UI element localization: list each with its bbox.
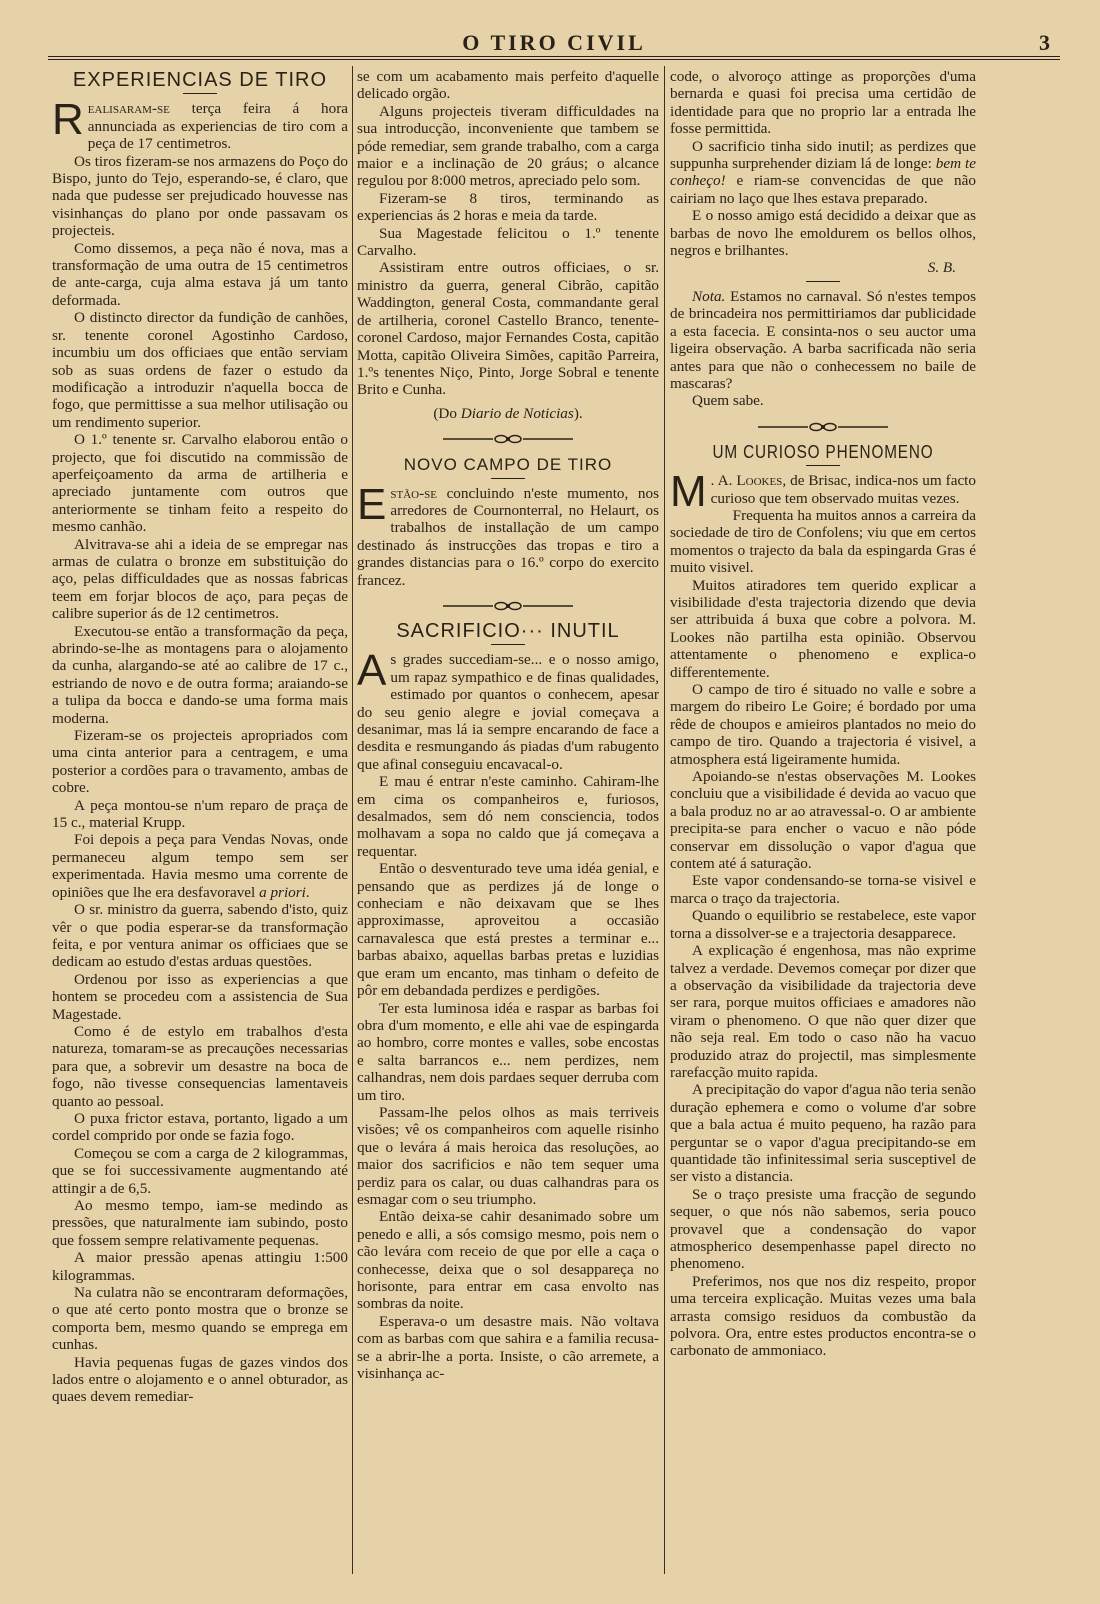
article-paragraph: Passam-lhe pelos olhos as mais terriveis visões; vê os companheiros com aquelle risinho que o levára á mais heroica das resoluções, ao maior dos sacrificios e não tem sequer uma perdiz para os calar, ou duas calhandras para os esmagar com o seu triumpho. <box>357 1103 659 1208</box>
article-paragraph: Assistiram entre outros officiaes, o sr. ministro da guerra, general Cibrão, capitão Waddington, general Costa, commandante geral de artilheria, coronel Castello Branco, tenente-coronel Cardoso, major Fernandes Costa, capitão Motta, capitão Oliveira Simões, capitão Parreira, 1.ºs tenentes Niço, Pinto, Jorge Sobral e tenente Brito e Cunha. <box>357 259 659 399</box>
heading-rule <box>806 465 840 466</box>
masthead <box>48 28 1060 60</box>
article-paragraph: Alvitrava-se ahi a ideia de se empregar nas armas de culatra o bronze em substituição do aço, pelas difficuldades que as nossas fabricas teem em forjar blocos de aço, para peças de calibre superior ás de 12 centimetros. <box>52 535 348 623</box>
article-paragraph: Começou se com a carga de 2 kilogrammas, que se foi successivamente augmentando até attingir a de 6,5. <box>52 1144 348 1197</box>
article-paragraph: Frequenta ha muitos annos a carreira da sociedade de tiro de Confolens; viu que em certos momentos o trajecto da bala da espingarda Gras é muito visivel. <box>670 506 976 577</box>
article-paragraph: O sr. ministro da guerra, sabendo d'isto, quiz vêr o que podia esperar-se da transformação feita, e por ventura animar os officiaes que se dedicam ao estudo d'estas arduas questões. <box>52 901 348 971</box>
article-paragraph: Então deixa-se cahir desanimado sobre um penedo e alli, a sós comsigo mesmo, pois nem o cão levára com receio de que por elle a caça o conhecesse, deixa que o sol desappareça no horisonte, para entrar em casa envolto nas sombras da noite. <box>357 1208 659 1313</box>
article-paragraph: O campo de tiro é situado no valle e sobre a margem do ribeiro Le Goire; é bordado por uma rêde de choupos e amieiros plantados no meio do campo de tiro. Quando a trajectoria é visivel, a atmosphera está ligeiramente humida. <box>670 681 976 768</box>
article-paragraph: se com um acabamento mais perfeito d'aquelle delicado orgão. <box>357 68 659 103</box>
article-paragraph: Quando o equilibrio se restabelece, este vapor torna a dissolver-se e a trajectoria desapparece. <box>670 907 976 942</box>
article-heading: UM CURIOSO PHENOMENO <box>712 441 934 462</box>
ornament-divider <box>357 432 659 446</box>
article-paragraph: A maior pressão apenas attingiu 1:500 kilogrammas. <box>52 1249 348 1284</box>
heading-rule <box>491 478 525 479</box>
article-paragraph: O puxa frictor estava, portanto, ligado a um cordel comprido por onde se fazia fogo. <box>52 1109 348 1145</box>
article-paragraph: Ter esta luminosa idéa e raspar as barbas foi obra d'um momento, e elle ahi vae de espingarda ao hombro, corre montes e valles, sobe encostas e salta barrancos e... nem perdizes, nem calhandras, nem dois pardaes sequer derruba com um tiro. <box>357 999 659 1104</box>
heading-rule <box>183 93 217 94</box>
article-paragraph: Estão-se concluindo n'este mumento, nos arredores de Cournonterral, no Helaurt, os trabalhos de installação de um campo destinado ás instrucções das tropas e tiro a grandes distancias para o 16.º corpo do exercito francez. <box>357 479 659 589</box>
article-paragraph: M . A. Lookes, de Brisac, indica-nos um facto curioso que tem observado muitas vezes. <box>670 467 976 517</box>
article-paragraph: A precipitação do vapor d'agua não teria senão duração ephemera e como o volume d'ar sobre que a bala actua é muito pequeno, ha razão para perguntar se o vapor d'agua precipitando-se em quantidade tão infinitessimal seria susceptivel de ser visto a distancia. <box>670 1081 976 1186</box>
article-paragraph: Havia pequenas fugas de gazes vindos dos lados entre o alojamento e o annel obturador, as quaes devem remediar- <box>52 1353 348 1406</box>
article-paragraph: Como dissemos, a peça não é nova, mas a transformação de uma outra de 15 centimetros de ante-carga, cuja alma estava já um tanto deformada. <box>52 239 348 309</box>
article-paragraph: Executou-se então a transformação da peça, abrindo-se-lhe as montagens para o alojamento da cunha, alargando-se até ao calibre de 17 c., estriando de novo e de outra forma; araiando-se a tulipa da bocca e dando-se uma forma mais moderna. <box>52 622 348 727</box>
article-paragraph: Quem sabe. <box>692 392 764 410</box>
article-paragraph: Apoiando-se n'estas observações M. Lookes concluiu que a visibilidade é devida ao vacuo que a bala produz no ar ao atravessal-o. O ar ambiente precipita-se para encher o vacuo e não póde conservar em dissolução o vapor d'agua que contem até á saturação. <box>670 768 976 873</box>
article-paragraph: Na culatra não se encontraram deformações, o que até certo ponto mostra que o bronze se comporta bem, mesmo quando se emprega em cunhas. <box>52 1284 348 1354</box>
newspaper-title: O TIRO CIVIL <box>462 30 646 55</box>
drop-cap: A <box>357 646 387 696</box>
article-paragraph: Ordenou por isso as experiencias a que hontem se procedeu com a assistencia de Sua Magestade. <box>52 970 348 1023</box>
article-paragraph: E mau é entrar n'este caminho. Cahiram-lhe em cima os companheiros e, furiosos, desalmados, sem dó nem consciencia, todos molhavam a sopa no caldo que já começava a requentar. <box>357 773 659 860</box>
article-paragraph: Preferimos, nos que nos diz respeito, propor uma terceira explicação. Muitas vezes uma bala arrasta comsigo residuos da combustão da polvora. Ora, entre estes productos encontra-se o carbonato de ammoniaco. <box>670 1272 976 1360</box>
drop-cap: M <box>670 467 707 517</box>
article-paragraph: Este vapor condensando-se torna-se visivel e marca o traço da trajectoria. <box>670 872 976 907</box>
column-3 <box>670 68 976 1574</box>
article-paragraph: Como é de estylo em trabalhos d'esta natureza, tomaram-se as precauções necessarias para que, a sobrevir um desastre na boca de fogo, não tivesse consequencias lamentaveis quanto ao pessoal. <box>52 1022 348 1110</box>
drop-cap: R <box>52 95 84 145</box>
drop-cap: E <box>357 479 387 529</box>
article-paragraph: As grades succediam-se... e o nosso amigo, um rapaz sympathico e de finas qualidades, estimado por quantos o conhecem, apesar do seu genio alegre e jovial começava a desanimar, mas lá ia sempre encarando de face a desdita e resmungando ás piadas d'um rabugento que afinal conseguiu encavacal-o. <box>357 646 659 773</box>
article-heading: SACRIFICIO··· INUTIL <box>396 619 620 642</box>
article-paragraph: Realisaram-se terça feira á hora annunciada as experiencias de tiro com a peça de 17 centimetros. <box>52 95 348 153</box>
article-paragraph: Ao mesmo tempo, iam-se medindo as pressões, que naturalmente iam subindo, posto que fossem sempre relativamente pequenas. <box>52 1197 348 1249</box>
article-paragraph: O 1.º tenente sr. Carvalho elaborou então o projecto, que foi discutido na commissão de aperfeiçoamento da arma de artilheria e apreciado juntamente com outros que anteriormente se tinham feito a respeito do mesmo canhão. <box>52 431 348 536</box>
section-rule <box>806 281 840 282</box>
article-heading: EXPERIENCIAS DE TIRO <box>72 69 328 91</box>
article-paragraph: Foi depois a peça para Vendas Novas, onde permaneceu algum tempo sem ser experimentada. Havia mesmo uma corrente de opiniões que lhe era desfavoravel a priori. <box>52 831 348 901</box>
article-paragraph: Sua Magestade felicitou o 1.º tenente Carvalho. <box>357 224 659 260</box>
article-paragraph: code, o alvoroço attinge as proporções d'uma bernarda e quasi foi precisa uma certidão de identidade para que no proprio lar a entrada lhe fosse permittida. <box>670 68 976 138</box>
article-paragraph: O sacrificio tinha sido inutil; as perdizes que suppunha surprehender diziam lá de longe: bem te conheço! e riam-se convencidas de que não cairiam no laço que lhes estava preparado. <box>670 137 976 207</box>
article-paragraph: A explicação é engenhosa, mas não exprime talvez a verdade. Devemos começar por dizer que a observação da visibilidade da trajectoria deve ser rara, porque muitos officiaes e amadores não viram o phenomeno. O que não quer dizer que não seja real. Em todo o caso não ha vacuo produzido atraz do projectil, mas simplesmente rarefacção muito rapida. <box>670 942 976 1081</box>
article-paragraph: Fizeram-se os projecteis apropriados com uma cinta anterior para a centragem, e uma posterior a cordões para o travamento, ambas de cobre. <box>52 727 348 797</box>
article-paragraph: O distincto director da fundição de canhões, sr. tenente coronel Agostinho Cardoso, incumbiu um dos officiaes que então serviam sob as suas ordens de fazer o estudo da modificação a introduzir n'aquella bocca de fogo, que permittisse a sua melhor utilisação ou um rendimento superior. <box>52 309 348 431</box>
column-divider <box>664 66 665 1574</box>
article-paragraph: Se o traço presiste uma fracção de segundo sequer, o que nós não sabemos, seria pouco provavel que a condensação do vapor atmospherico desempenhasse papel directo no phenomeno. <box>670 1185 976 1273</box>
ornament-divider <box>357 599 659 613</box>
article-paragraph: E o nosso amigo está decidido a deixar que as barbas de novo lhe emoldurem os bellos olhos, negros e brilhantes. <box>670 207 976 260</box>
author-signature: S. B. <box>927 259 956 277</box>
article-paragraph: Alguns projecteis tiveram difficuldades na sua introducção, inconveniente que tambem se póde remediar, sem grande trabalho, com a carga maior e a inclinação de 20 gráus; o alcance regulou por 8:000 metros, apreciado pelo som. <box>357 102 659 190</box>
source-credit: (Do Diario de Noticias). <box>433 404 583 422</box>
ornament-divider <box>670 420 976 434</box>
note-paragraph: Nota. Estamos no carnaval. Só n'estes tempos de brincadeira nos permittiriamos dar publicidade a esta facecia. E consinta-nos o seu auctor uma ligeira observação. A barba sacrificada não seria antes para que não o conhecessem no baile de mascaras? <box>670 287 976 392</box>
article-paragraph: Os tiros fizeram-se nos armazens do Poço do Bispo, junto do Tejo, esperando-se, é claro, que nada que pudesse ser prejudicado houvesse nas visinhanças do plano por onde passavam os projecteis. <box>52 152 348 240</box>
article-paragraph: Fizeram-se 8 tiros, terminando as experiencias ás 2 horas e meia da tarde. <box>357 189 659 225</box>
article-paragraph: Esperava-o um desastre mais. Não voltava com as barbas com que sahira e a familia recusa-se a abrir-lhe a porta. Insiste, o cão arremete, a visinhança ac- <box>357 1312 659 1383</box>
column-2 <box>357 68 659 1574</box>
column-divider <box>352 66 353 1574</box>
heading-rule <box>491 644 525 645</box>
article-heading: NOVO CAMPO DE TIRO <box>403 455 613 475</box>
column-1 <box>52 68 348 1574</box>
article-paragraph: Muitos atiradores tem querido explicar a visibilidade d'esta trajectoria dizendo que devia ser attribuida á buxa que cobre a polvora. M. Lookes não partilha esta opinião. Observou attentamente o phenomeno e explica-o differentemente. <box>670 576 976 681</box>
article-paragraph: Então o desventurado teve uma idéa genial, e pensando que as perdizes já de longe o conheciam e não deixavam que se lhes approximasse, aproveitou a occasião carnavalesca que está prestes a terminar e... barbas abaixo, aquellas barbas pretas e luzidias que eram um encanto, mas tinham o defeito de pôr em debandada perdizes e perdigões. <box>357 860 659 1000</box>
article-paragraph: A peça montou-se n'um reparo de praça de 15 c., material Krupp. <box>52 796 348 832</box>
page-number: 3 <box>1039 30 1050 55</box>
